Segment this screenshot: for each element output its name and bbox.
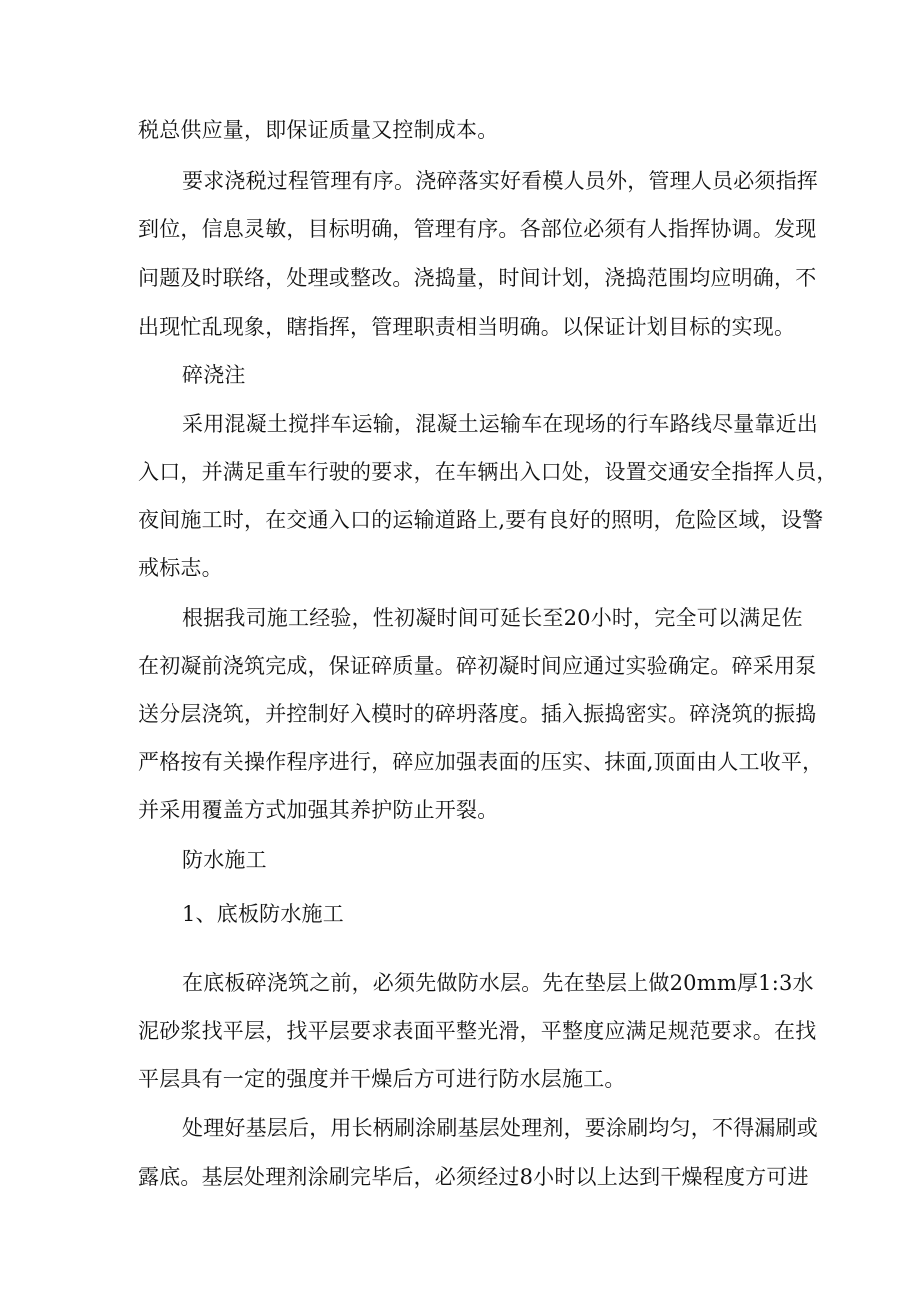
text-line: 出现忙乱现象，瞎指挥，管理职责相当明确。以保证计划目标的实现。	[138, 315, 796, 339]
text-line: 在初凝前浇筑完成，保证碎质量。碎初凝时间应通过实验确定。碎采用泵	[138, 654, 817, 678]
text-line: 夜间施工时，在交通入口的运输道路上,要有良好的照明，危险区域，设警	[138, 508, 824, 532]
text-line: 在底板碎浇筑之前，必须先做防水层。先在垫层上做20mm厚1:3水	[182, 971, 814, 995]
sub-heading: 1、底板防水施工	[182, 902, 344, 926]
text-line: 问题及时联络，处理或整改。浇捣量，时间计划，浇捣范围均应明确，不	[138, 266, 817, 290]
text-line: 严格按有关操作程序进行，碎应加强表面的压实、抹面,顶面由人工收平，	[138, 750, 824, 774]
text-line: 处理好基层后，用长柄刷涂刷基层处理剂，要涂刷均匀，不得漏刷或	[182, 1116, 818, 1140]
text-line: 税总供应量，即保证质量又控制成本。	[138, 118, 499, 142]
text-line: 入口，并满足重车行驶的要求，在车辆出入口处，设置交通安全指挥人员，	[138, 460, 838, 484]
section-heading: 防水施工	[182, 848, 267, 872]
text-line: 采用混凝土搅拌车运输，混凝土运输车在现场的行车路线尽量靠近出	[182, 412, 818, 436]
text-line: 要求浇税过程管理有序。浇碎落实好看模人员外，管理人员必须指挥	[182, 169, 818, 193]
text-line: 泥砂浆找平层，找平层要求表面平整光滑，平整度应满足规范要求。在找	[138, 1019, 817, 1043]
section-heading: 碎浇注	[182, 363, 246, 387]
text-line: 露底。基层处理剂涂刷完毕后，必须经过8小时以上达到干燥程度方可进	[138, 1165, 809, 1189]
text-line: 根据我司施工经验，性初凝时间可延长至20小时，完全可以满足佐	[182, 606, 803, 630]
text-line: 到位，信息灵敏，目标明确，管理有序。各部位必须有人指挥协调。发现	[138, 217, 817, 241]
text-line: 戒标志。	[138, 556, 223, 580]
text-line: 平层具有一定的强度并干燥后方可进行防水层施工。	[138, 1067, 626, 1091]
text-line: 送分层浇筑，并控制好入模时的碎坍落度。插入振捣密实。碎浇筑的振捣	[138, 702, 817, 726]
text-line: 并采用覆盖方式加强其养护防止开裂。	[138, 798, 499, 822]
